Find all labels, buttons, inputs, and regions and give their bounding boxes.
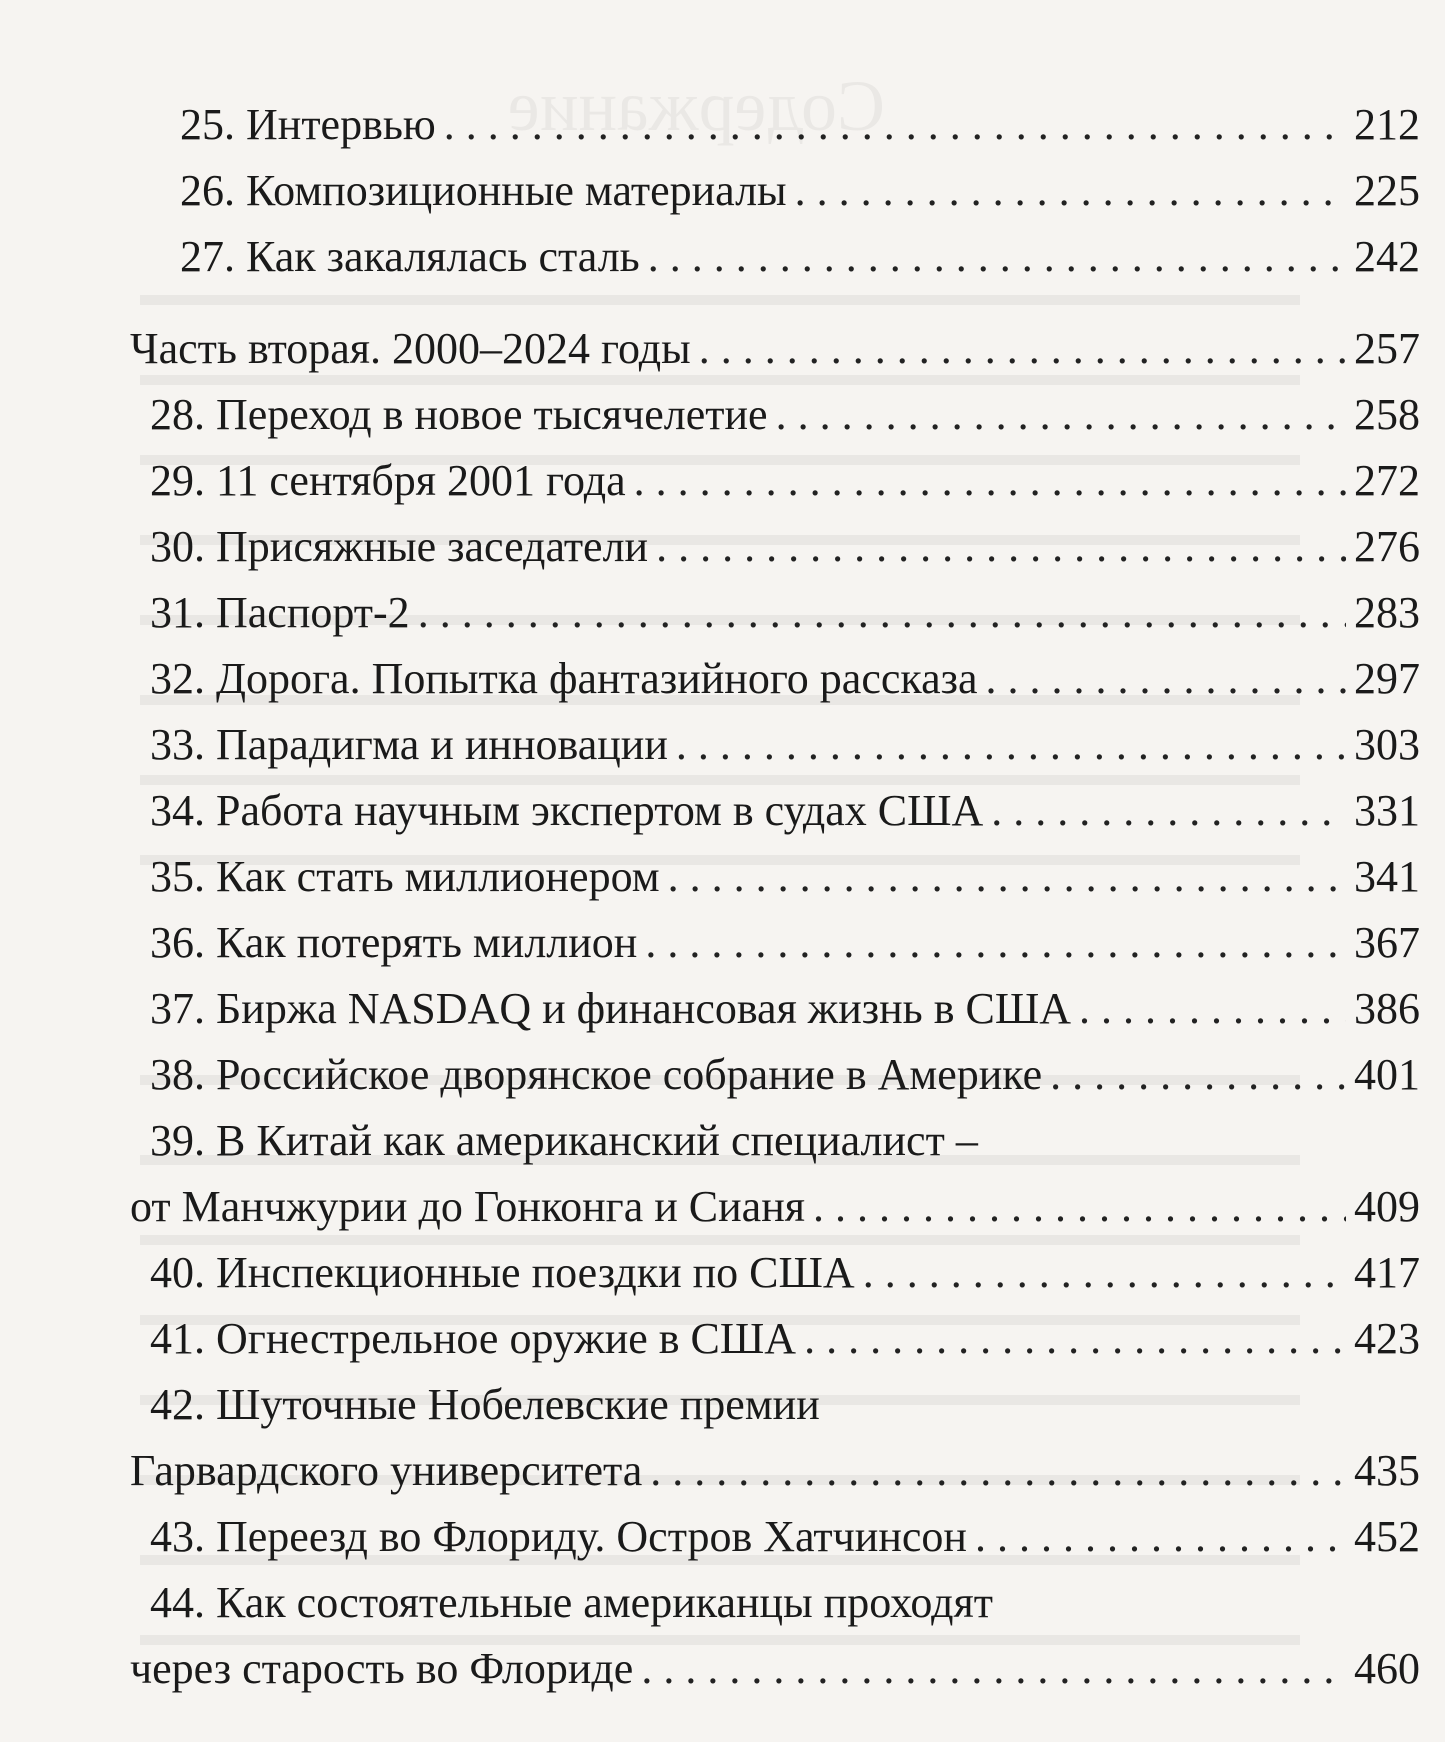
toc-entry-page: 367: [1354, 918, 1420, 967]
toc-entry-title: 27. Как закалялась сталь: [180, 232, 640, 281]
leader-dots: [975, 1504, 1346, 1570]
toc-entry-title: 26. Композиционные материалы: [180, 166, 787, 215]
toc-entry[interactable]: [150, 844, 1420, 910]
toc-entry-multiline[interactable]: [150, 1372, 1420, 1438]
toc-entry-title: 30. Присяжные заседатели: [150, 522, 649, 571]
toc-entry-title: 29. 11 сентября 2001 года: [150, 456, 626, 505]
toc-entry-page: 401: [1354, 1050, 1420, 1099]
toc-entry-page: 258: [1354, 390, 1420, 439]
toc-entry-continuation[interactable]: [130, 1438, 1420, 1504]
toc-entry-page: 331: [1354, 786, 1420, 835]
leader-dots: [656, 514, 1346, 580]
leader-dots: [634, 448, 1346, 514]
toc-entry-page: 341: [1354, 852, 1420, 901]
toc-entry-multiline[interactable]: [150, 1108, 1420, 1174]
toc-entry-page: 423: [1354, 1314, 1420, 1363]
toc-entry-title-line1: 42. Шуточные Нобелевские премии: [150, 1380, 820, 1429]
toc-group-42-continuation: [130, 1438, 1420, 1504]
toc-group-44-continuation: [130, 1636, 1420, 1702]
toc-entry[interactable]: [150, 1306, 1420, 1372]
toc-entry-title: 36. Как потерять миллион: [150, 918, 638, 967]
toc-group-after: [130, 1240, 1420, 1438]
toc-entry-title: 38. Российское дворянское собрание в Америке: [150, 1050, 1043, 1099]
toc-entry[interactable]: [150, 580, 1420, 646]
leader-dots: [795, 158, 1346, 224]
toc-entry[interactable]: [150, 382, 1420, 448]
toc-entry-title-line1: 39. В Китай как американский специалист –: [150, 1116, 978, 1165]
leader-dots: [676, 712, 1346, 778]
leader-dots: [804, 1306, 1346, 1372]
toc-entry[interactable]: [150, 778, 1420, 844]
toc-entry-title-line2: через старость во Флориде: [130, 1644, 634, 1693]
toc-entry[interactable]: [150, 646, 1420, 712]
toc-entry[interactable]: [150, 976, 1420, 1042]
toc-entry-page: 276: [1354, 522, 1420, 571]
table-of-contents: [130, 92, 1420, 1702]
toc-group-part-two: [130, 316, 1420, 382]
toc-entry-title: 34. Работа научным экспертом в судах США: [150, 786, 984, 835]
toc-entry-title-line1: 44. Как состоятельные американцы проходят: [150, 1578, 994, 1627]
toc-entry-title: 31. Паспорт-2: [150, 588, 410, 637]
toc-entry-page: 225: [1354, 166, 1420, 215]
leader-dots: [648, 224, 1346, 290]
toc-entry-title: 32. Дорога. Попытка фантазийного рассказа: [150, 654, 978, 703]
toc-entry-page: 242: [1354, 232, 1420, 281]
toc-entry-continuation[interactable]: [130, 1174, 1420, 1240]
leader-dots: [650, 1438, 1346, 1504]
toc-part-heading[interactable]: [130, 316, 1420, 382]
leader-dots: [863, 1240, 1346, 1306]
toc-entry-page: 460: [1354, 1644, 1420, 1693]
toc-entry-page: 386: [1354, 984, 1420, 1033]
toc-entry[interactable]: [150, 1042, 1420, 1108]
toc-entry-title-line2: Гарвардского университета: [130, 1446, 643, 1495]
toc-entry-title: 33. Парадигма и инновации: [150, 720, 668, 769]
toc-entry-title: 25. Интервью: [180, 100, 436, 149]
toc-entry[interactable]: [180, 224, 1420, 290]
leader-dots: [645, 910, 1346, 976]
leader-dots: [986, 646, 1346, 712]
toc-group-39-continuation: [130, 1174, 1420, 1240]
toc-entry[interactable]: [150, 1240, 1420, 1306]
leader-dots: [668, 844, 1346, 910]
leader-dots: [444, 92, 1346, 158]
toc-entry-page: 417: [1354, 1248, 1420, 1297]
leader-dots: [641, 1636, 1346, 1702]
toc-entry-page: 409: [1354, 1182, 1420, 1231]
toc-entry-page: 435: [1354, 1446, 1420, 1495]
toc-group-final: [130, 1504, 1420, 1636]
leader-dots: [1079, 976, 1346, 1042]
toc-group-main: [130, 382, 1420, 1174]
toc-entry[interactable]: [150, 1504, 1420, 1570]
toc-entry[interactable]: [180, 92, 1420, 158]
toc-entry-page: 452: [1354, 1512, 1420, 1561]
toc-entry-continuation[interactable]: [130, 1636, 1420, 1702]
toc-entry-title: 37. Биржа NASDAQ и финансовая жизнь в США: [150, 984, 1072, 1033]
leader-dots: [418, 580, 1346, 646]
leader-dots: [776, 382, 1346, 448]
toc-entry-title: 28. Переход в новое тысячелетие: [150, 390, 768, 439]
toc-entry-page: 283: [1354, 588, 1420, 637]
leader-dots: [1050, 1042, 1346, 1108]
toc-entry-multiline[interactable]: [150, 1570, 1420, 1636]
part-page: 257: [1354, 324, 1420, 373]
toc-entry-title: 43. Переезд во Флориду. Остров Хатчинсон: [150, 1512, 967, 1561]
toc-entry-title: 41. Огнестрельное оружие в США: [150, 1314, 797, 1363]
toc-entry-page: 272: [1354, 456, 1420, 505]
part-title: Часть вторая. 2000–2024 годы: [130, 324, 691, 373]
toc-entry-title: 35. Как стать миллионером: [150, 852, 660, 901]
leader-dots: [813, 1174, 1346, 1240]
toc-entry[interactable]: [150, 514, 1420, 580]
toc-entry-page: 303: [1354, 720, 1420, 769]
leader-dots: [699, 316, 1346, 382]
toc-entry-page: 212: [1354, 100, 1420, 149]
toc-entry-title-line2: от Манчжурии до Гонконга и Сианя: [130, 1182, 805, 1231]
leader-dots: [991, 778, 1346, 844]
toc-entry[interactable]: [180, 158, 1420, 224]
toc-entry-title: 40. Инспекционные поездки по США: [150, 1248, 855, 1297]
toc-group-top: [130, 92, 1420, 290]
toc-entry[interactable]: [150, 910, 1420, 976]
toc-entry[interactable]: [150, 712, 1420, 778]
toc-entry[interactable]: [150, 448, 1420, 514]
toc-entry-page: 297: [1354, 654, 1420, 703]
